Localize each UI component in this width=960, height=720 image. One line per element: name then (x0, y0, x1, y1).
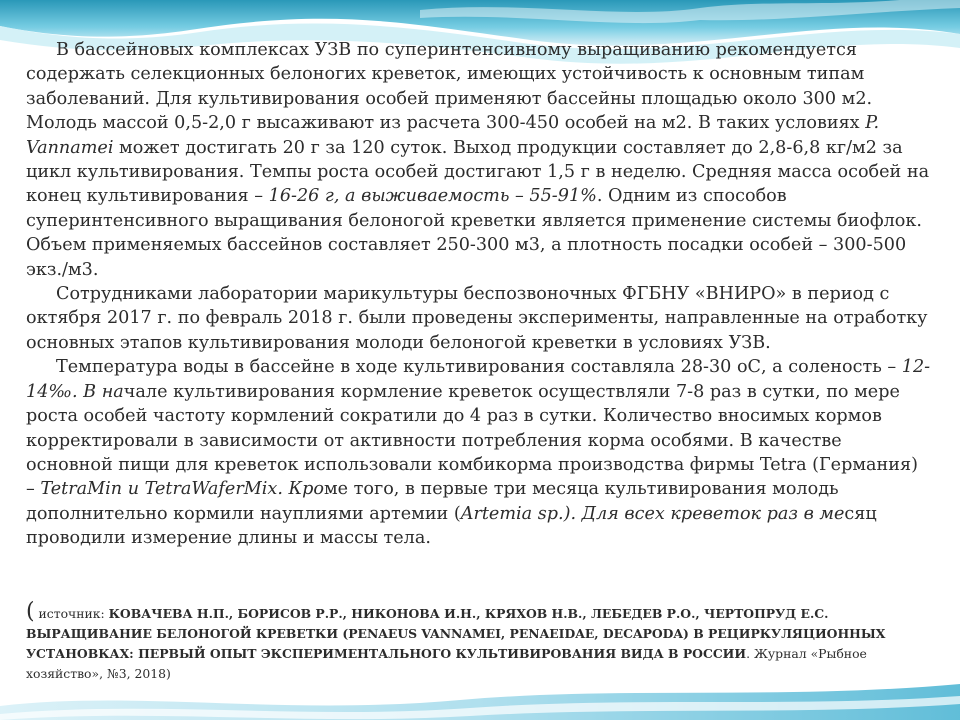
text-segment: 12-14‰. В на (26, 357, 931, 402)
source-journal: . Журнал «Рыбное хозяйство», №3, 2018) (26, 646, 867, 681)
text-segment: ме того, в первые три месяца культивирования молодь дополнительно кормили науплиями артемии ( (26, 479, 839, 524)
text-segment: сяц проводили измерение длины и массы тела. (26, 503, 877, 549)
main-text (26, 38, 932, 551)
source-open-paren: ( (26, 599, 35, 624)
text-segment: чале культивирования кормление креветок осуществляли 7-8 раз в сутки, по мере роста особей частоту кормлений сократили до 4 раз в сутки. Количество вносимых кормов корректировали в зависимости от активности потребления корма особями. В качестве основной пищи для креветок использовали комбикорма производства фирмы Tetra (Германия) – (26, 381, 918, 500)
text-segment: может достигать 20 г за 120 суток. Выход продукции составляет до 2,8-6,8 кг/м2 за цикл культивирования. Темпы роста особей достигают 1,5 г в неделю. Средняя масса особей на конец культивирования – (26, 137, 930, 207)
text-segment: 16-26 г, а выживаемость – 55-91% (268, 186, 597, 207)
text-segment: TetraMin и TetraWaferMix. Кро (40, 479, 324, 500)
source-citation (26, 599, 932, 684)
text-segment: Температура воды в бассейне в ходе культивирования составляла 28-30 оС, а соленость – (56, 357, 902, 378)
text-segment: . Одним из способов суперинтенсивного выращивания белоногой креветки является применение системы биофлок. Объем применяемых бассейнов составляет 250-300 м3, а плотность посадки особей – 300-500 экз./м3. (26, 186, 922, 280)
text-segment: Artemia sp.). Для всех креветок раз в ме (460, 503, 845, 524)
text-segment: Сотрудниками лаборатории марикультуры беспозвоночных ФГБНУ «ВНИРО» в период с октября 2017 г. по февраль 2018 г. были проведены эксперименты, направленные на отработку основных этапов культивирования молоди белоногой креветки в условиях УЗВ. (26, 284, 928, 353)
paragraph-2 (26, 282, 932, 355)
text-segment: P. Vannamei (26, 113, 880, 158)
text-segment: В бассейновых комплексах УЗВ по суперинтенсивному выращиванию рекомендуется содержать селекционных белоногих креветок, имеющих устойчивость к основным типам заболеваний. Для культивирования особей применяют бассейны площадью около 300 м2. Молодь массой 0,5-2,0 г высаживают из расчета 300-450 особей на м2. В таких условиях (26, 40, 873, 134)
paragraph-3 (26, 355, 932, 550)
source-lead: источник: (34, 606, 109, 621)
paragraph-1 (26, 38, 932, 282)
source-reference: КОВАЧЕВА Н.П., БОРИСОВ Р.Р., НИКОНОВА И.Н., КРЯХОВ Н.В., ЛЕБЕДЕВ Р.О., ЧЕРТОПРУД Е.С. ВЫРАЩИВАНИЕ БЕЛОНОГОЙ КРЕВЕТКИ (PENAEUS VANNAMEI, PENAEIDAE, DECAPODA) В РЕЦИРКУЛЯЦИОННЫХ УСТАНОВКАХ: ПЕРВЫЙ ОПЫТ ЭКСПЕРИМЕНТАЛЬНОГО КУЛЬТИВИРОВАНИЯ ВИДА В РОССИИ (26, 606, 886, 661)
